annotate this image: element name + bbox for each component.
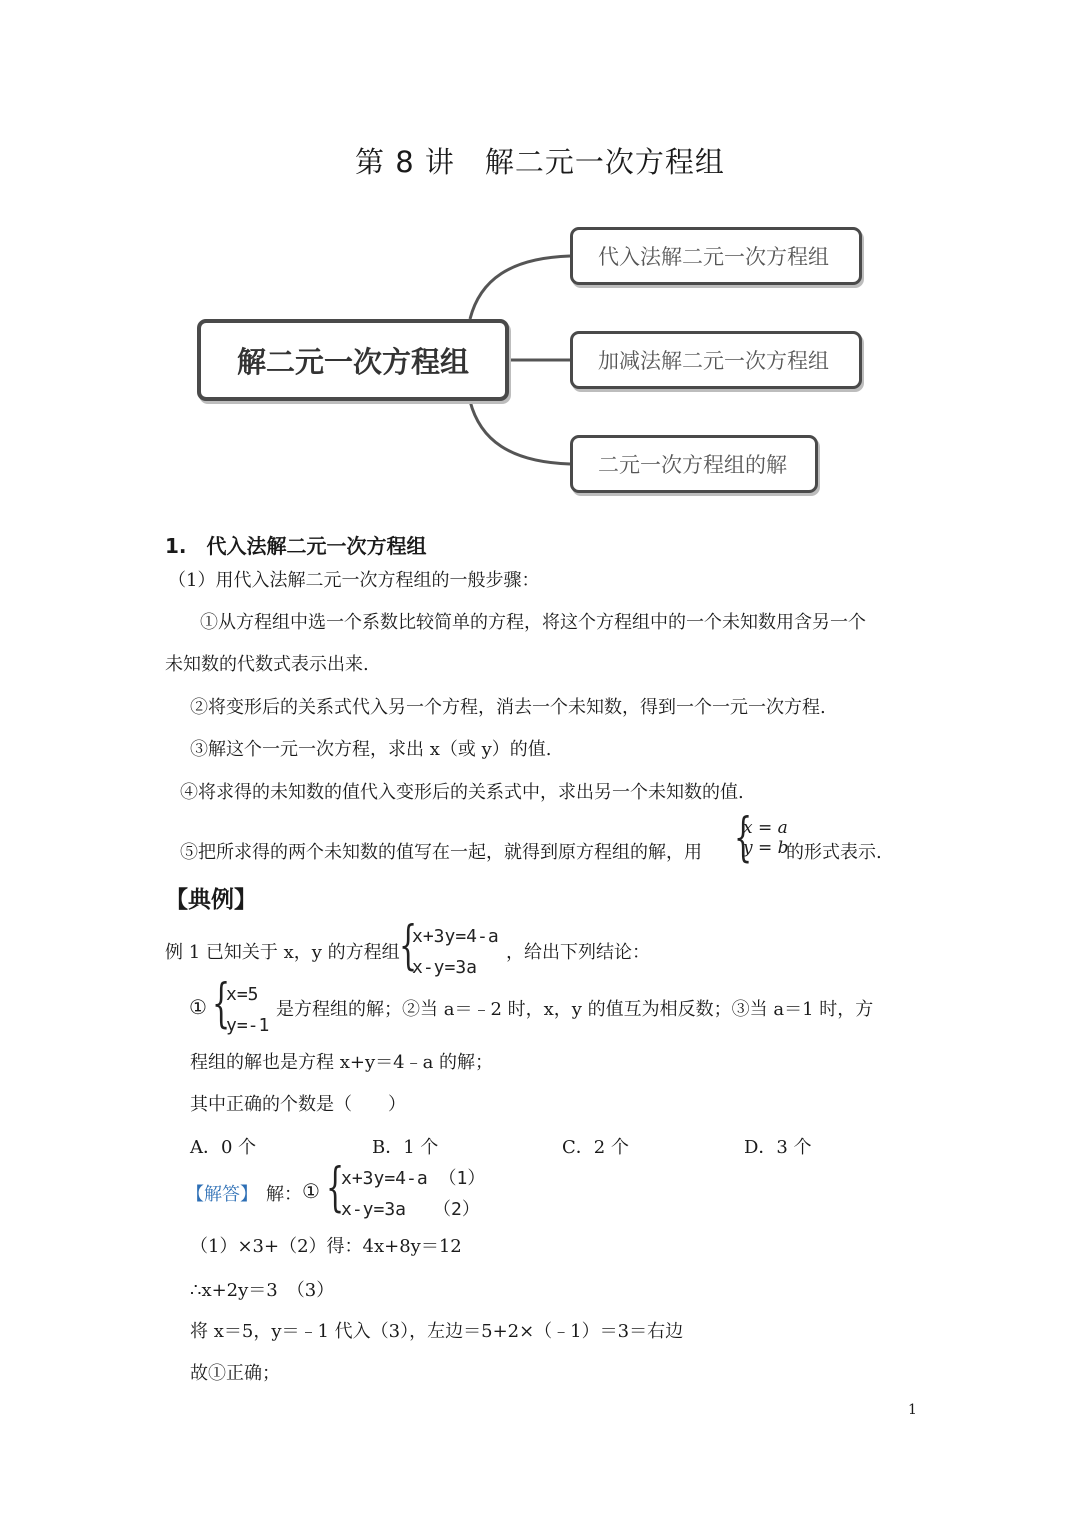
conclusion-1-mark: ① xyxy=(189,995,207,1019)
example-1-system xyxy=(412,921,499,983)
step-1-line-2: 未知数的代数式表示出来. xyxy=(165,654,369,675)
choice-b[interactable]: B．1 个 xyxy=(372,1137,439,1158)
solution-line-1: （1）×3+（2）得：4x+8y＝12 xyxy=(190,1236,462,1257)
step-5-eq-1: x = a xyxy=(743,818,788,838)
page-title: 第 8 讲 解二元一次方程组 xyxy=(355,145,725,179)
choice-a[interactable]: A．0 个 xyxy=(190,1137,257,1158)
example-1-brace: { xyxy=(399,916,418,976)
question-stem: 其中正确的个数是（ ） xyxy=(190,1094,406,1115)
section-heading: 1. 代入法解二元一次方程组 xyxy=(165,534,427,558)
step-5-eq-2: y = b xyxy=(743,838,789,858)
example-1-lead: 例 1 已知关于 x，y 的方程组 xyxy=(165,942,400,963)
solution-line-2: ∴x+2y＝3 （3） xyxy=(190,1280,335,1301)
solution-brace: { xyxy=(326,1158,345,1218)
step-3: ③解这个一元一次方程，求出 x（或 y）的值. xyxy=(190,739,552,760)
example-1-eq-1: x+3y=4-a xyxy=(412,926,499,947)
solution-eq-2: x-y=3a （2） xyxy=(341,1199,480,1220)
example-1-lead-after: ，给出下列结论： xyxy=(506,942,650,963)
step-5-text-end: 的形式表示. xyxy=(786,842,882,863)
mindmap-child-substitution: 代入法解二元一次方程组 xyxy=(570,227,862,285)
section-subheading: （1）用代入法解二元一次方程组的一般步骤： xyxy=(168,570,540,591)
answer-tag: 【解答】 xyxy=(186,1184,258,1205)
conclusion-1-brace: { xyxy=(212,974,231,1034)
solution-lead: 解： xyxy=(266,1184,302,1205)
conclusion-1-eq-1: x=5 xyxy=(226,984,259,1005)
page-number: 1 xyxy=(908,1402,917,1418)
conclusions-text: 是方程组的解；②当 a＝﹣2 时，x，y 的值互为相反数；③当 a＝1 时，方 xyxy=(276,999,874,1020)
step-5-text: ⑤把所求得的两个未知数的值写在一起，就得到原方程组的解，用 xyxy=(180,842,702,863)
step-4: ④将求得的未知数的值代入变形后的关系式中，求出另一个未知数的值. xyxy=(180,782,744,803)
solution-line-3: 将 x＝5，y＝﹣1 代入（3），左边＝5+2×（﹣1）＝3＝右边 xyxy=(190,1321,684,1342)
choice-c[interactable]: C．2 个 xyxy=(562,1137,629,1158)
conclusions-text-line-2: 程组的解也是方程 x+y＝4﹣a 的解； xyxy=(190,1052,494,1073)
solution-mark: ① xyxy=(302,1179,320,1203)
step-5-brace: { xyxy=(734,808,753,868)
step-1-line-1: ①从方程组中选一个系数比较简单的方程，将这个方程组中的一个未知数用含另一个 xyxy=(200,612,866,633)
solution-line-4: 故①正确； xyxy=(190,1363,280,1384)
solution-eq-1: x+3y=4-a （1） xyxy=(341,1168,486,1189)
mindmap-child-solution: 二元一次方程组的解 xyxy=(570,435,818,493)
solution-system xyxy=(341,1163,485,1225)
conclusion-1-system xyxy=(226,979,269,1041)
mindmap-child-elimination: 加减法解二元一次方程组 xyxy=(570,331,862,389)
mindmap-connectors xyxy=(0,0,1080,520)
choice-d[interactable]: D．3 个 xyxy=(744,1137,812,1158)
conclusion-1-eq-2: y=-1 xyxy=(226,1015,270,1036)
mindmap-root: 解二元一次方程组 xyxy=(197,319,509,401)
example-1-eq-2: x-y=3a xyxy=(412,957,478,978)
examples-heading: 【典例】 xyxy=(165,887,257,913)
step-2: ②将变形后的关系式代入另一个方程，消去一个未知数，得到一个一元一次方程. xyxy=(190,697,826,718)
